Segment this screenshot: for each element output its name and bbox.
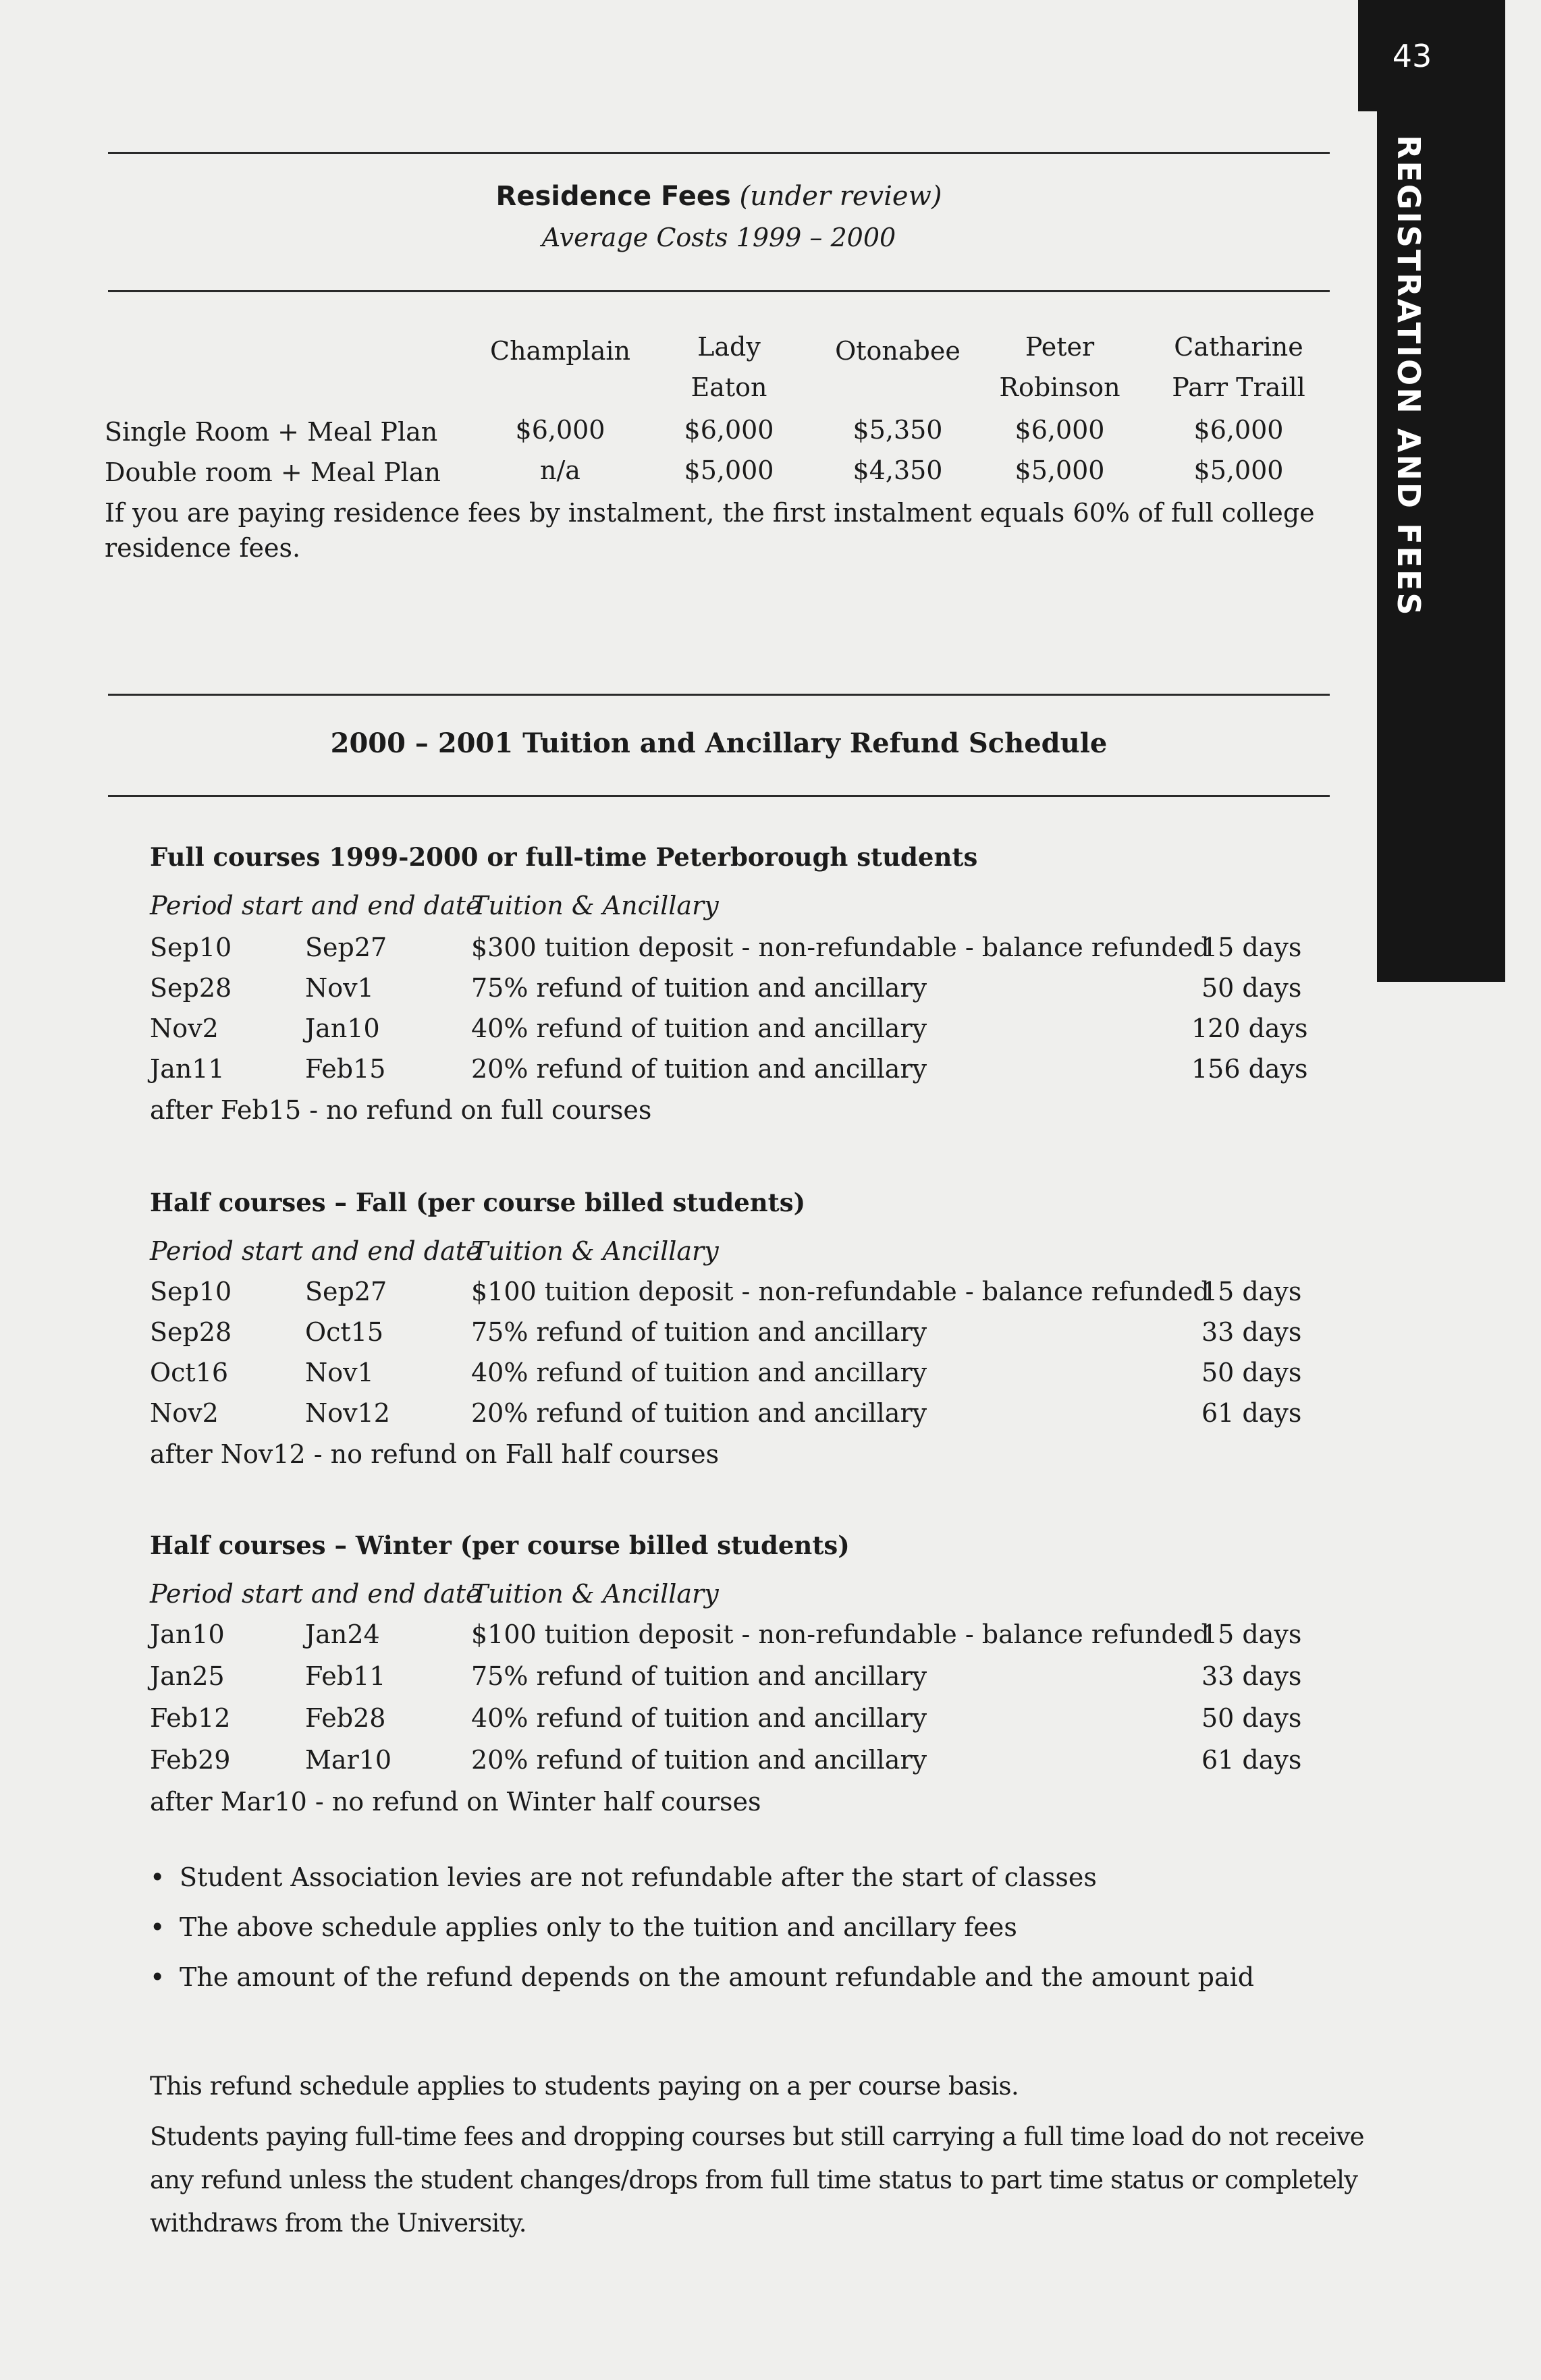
tuition-header: Tuition & Ancillary <box>471 1236 719 1266</box>
residence-cell: $6,000 <box>1193 415 1284 445</box>
refund-desc: 20% refund of tuition and ancillary <box>471 1745 927 1775</box>
refund-days: 61 days <box>1201 1398 1302 1428</box>
refund-start: Sep10 <box>150 933 232 962</box>
residence-row-label: Single Room + Meal Plan <box>105 417 438 447</box>
refund-days: 33 days <box>1201 1661 1302 1691</box>
bullet-text: The amount of the refund depends on the amount refundable and the amount paid <box>180 1962 1255 1992</box>
refund-desc: $100 tuition deposit - non-refundable - balance refunded <box>471 1620 1210 1649</box>
refund-end: Sep27 <box>305 1277 387 1306</box>
residence-cell: $5,000 <box>1193 455 1284 485</box>
residence-title-text: Residence Fees <box>495 181 731 212</box>
residence-row-label: Double room + Meal Plan <box>105 458 441 487</box>
col-header-otonabee <box>810 336 985 366</box>
refund-days: 33 days <box>1201 1317 1302 1347</box>
refund-days: 15 days <box>1201 933 1302 962</box>
refund-start: Jan10 <box>150 1620 225 1649</box>
refund-end: Nov12 <box>305 1398 390 1428</box>
refund-desc: 75% refund of tuition and ancillary <box>471 1661 927 1691</box>
refund-desc: $100 tuition deposit - non-refundable - balance refunded <box>471 1277 1210 1306</box>
col-header-line: Catharine <box>1174 332 1303 362</box>
residence-cell: $5,000 <box>1015 455 1105 485</box>
col-header-line: Eaton <box>691 372 767 402</box>
col-header-line: Lady <box>697 332 761 362</box>
closing-line: Students paying full-time fees and dropping courses but still carrying a full time load do not receive <box>150 2122 1364 2151</box>
bullet-text: The above schedule applies only to the tuition and ancillary fees <box>180 1912 1017 1942</box>
refund-start: Feb29 <box>150 1745 231 1775</box>
residence-title-note: (under review) <box>739 181 942 212</box>
closing-line: withdraws from the University. <box>150 2209 526 2238</box>
section-tab <box>1358 0 1505 982</box>
bullet-icon: • <box>150 1912 165 1942</box>
refund-desc: 40% refund of tuition and ancillary <box>471 1014 927 1043</box>
refund-start: Nov2 <box>150 1398 219 1428</box>
refund-after-note: after Nov12 - no refund on Fall half courses <box>150 1439 720 1469</box>
col-header-champlain <box>472 336 648 366</box>
closing-paragraph-2 <box>150 2115 1364 2245</box>
refund-start: Sep28 <box>150 1317 232 1347</box>
top-rule <box>108 152 1330 154</box>
bullet-icon: • <box>150 1962 165 1992</box>
refund-start: Jan11 <box>150 1054 225 1084</box>
refund-days: 120 days <box>1191 1014 1308 1043</box>
bullet-item <box>150 1912 1017 1942</box>
residence-cell: n/a <box>540 455 580 485</box>
refund-title-rule <box>108 795 1330 797</box>
refund-desc: 40% refund of tuition and ancillary <box>471 1358 927 1387</box>
bullet-item <box>150 1962 1254 1992</box>
refund-end: Oct15 <box>305 1317 384 1347</box>
refund-end: Mar10 <box>305 1745 392 1775</box>
residence-note <box>105 498 1315 563</box>
residence-cell: $4,350 <box>853 455 943 485</box>
section-heading-half-fall: Half courses – Fall (per course billed students) <box>150 1188 806 1217</box>
tuition-header: Tuition & Ancillary <box>471 891 719 920</box>
residence-cell: $6,000 <box>684 415 774 445</box>
col-header-peter-robinson <box>972 327 1147 408</box>
section-tab-label: REGISTRATION AND FEES <box>1390 135 1427 617</box>
bleed-through-heading <box>351 128 366 184</box>
refund-days: 50 days <box>1201 1358 1302 1387</box>
col-header-line: Otonabee <box>835 336 961 366</box>
col-header-line: Robinson <box>999 372 1120 402</box>
tab-notch <box>1358 111 1377 982</box>
refund-days: 50 days <box>1201 1703 1302 1733</box>
col-header-line: Champlain <box>490 336 630 366</box>
residence-cell: $6,000 <box>1015 415 1105 445</box>
refund-end: Feb28 <box>305 1703 386 1733</box>
refund-top-rule <box>108 694 1330 696</box>
refund-days: 156 days <box>1191 1054 1308 1084</box>
refund-start: Nov2 <box>150 1014 219 1043</box>
refund-start: Oct16 <box>150 1358 229 1387</box>
col-header-line: Parr Traill <box>1172 372 1305 402</box>
refund-end: Jan10 <box>305 1014 380 1043</box>
refund-desc: 40% refund of tuition and ancillary <box>471 1703 927 1733</box>
col-header-catharine-parr-traill <box>1147 327 1330 408</box>
refund-days: 15 days <box>1201 1277 1302 1306</box>
refund-end: Feb15 <box>305 1054 386 1084</box>
residence-cell: $5,000 <box>684 455 774 485</box>
refund-days: 50 days <box>1201 973 1302 1003</box>
refund-end: Nov1 <box>305 973 374 1003</box>
refund-start: Jan25 <box>150 1661 225 1691</box>
refund-desc: 75% refund of tuition and ancillary <box>471 973 927 1003</box>
residence-note-line: residence fees. <box>105 533 301 563</box>
refund-days: 61 days <box>1201 1745 1302 1775</box>
closing-line: any refund unless the student changes/drops from full time status to part time status or completely <box>150 2165 1358 2194</box>
col-header-line: Peter <box>1025 332 1095 362</box>
bullet-text: Student Association levies are not refundable after the start of classes <box>180 1862 1097 1892</box>
residence-note-line: If you are paying residence fees by instalment, the first instalment equals 60% of full college <box>105 498 1315 528</box>
bullet-icon: • <box>150 1862 165 1892</box>
residence-cell: $5,350 <box>853 415 943 445</box>
refund-start: Feb12 <box>150 1703 231 1733</box>
residence-cell: $6,000 <box>515 415 605 445</box>
refund-end: Sep27 <box>305 933 387 962</box>
residence-title <box>108 181 1330 212</box>
col-header-lady-eaton <box>641 327 817 408</box>
residence-header-rule <box>108 290 1330 292</box>
refund-end: Jan24 <box>305 1620 380 1649</box>
period-header: Period start and end date <box>150 1236 481 1266</box>
refund-after-note: after Feb15 - no refund on full courses <box>150 1095 652 1125</box>
refund-end: Feb11 <box>305 1661 386 1691</box>
period-header: Period start and end date <box>150 891 481 920</box>
bullet-item <box>150 1862 1097 1892</box>
refund-end: Nov1 <box>305 1358 374 1387</box>
closing-paragraph-1: This refund schedule applies to students paying on a per course basis. <box>150 2072 1019 2101</box>
refund-title: 2000 – 2001 Tuition and Ancillary Refund Schedule <box>330 727 1108 759</box>
refund-desc: 75% refund of tuition and ancillary <box>471 1317 927 1347</box>
refund-desc: 20% refund of tuition and ancillary <box>471 1054 927 1084</box>
refund-after-note: after Mar10 - no refund on Winter half courses <box>150 1787 761 1817</box>
refund-desc: 20% refund of tuition and ancillary <box>471 1398 927 1428</box>
refund-start: Sep28 <box>150 973 232 1003</box>
residence-subtitle: Average Costs 1999 – 2000 <box>541 223 896 252</box>
refund-days: 15 days <box>1201 1620 1302 1649</box>
period-header: Period start and end date <box>150 1579 481 1609</box>
refund-desc: $300 tuition deposit - non-refundable - balance refunded <box>471 933 1210 962</box>
page-number: 43 <box>1392 37 1432 74</box>
section-heading-full-courses: Full courses 1999-2000 or full-time Peterborough students <box>150 842 978 872</box>
tuition-header: Tuition & Ancillary <box>471 1579 719 1609</box>
refund-start: Sep10 <box>150 1277 232 1306</box>
section-heading-half-winter: Half courses – Winter (per course billed students) <box>150 1530 850 1560</box>
